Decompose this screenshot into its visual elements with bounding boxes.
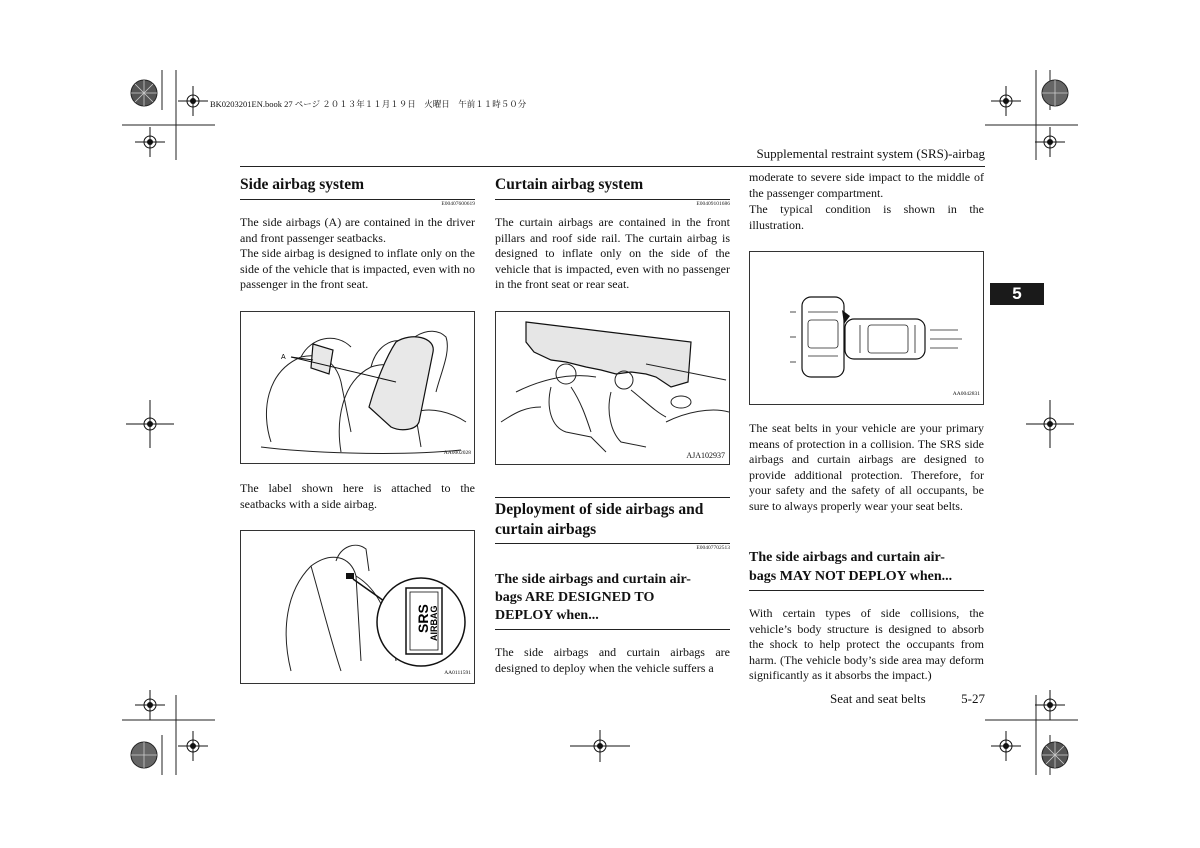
title-rule — [495, 199, 730, 200]
paragraph: The seat belts in your vehicle are your primary means of protection in a collision. The SRS side airbags and curtain airbags are designed to provide additional protection. Therefore, for your safety and the safety of all occupants, be sure to always properly wear your seat belts. — [749, 421, 984, 513]
subsection-title-line3: DEPLOY when... — [495, 608, 599, 623]
figure-side-airbag-seats — [240, 311, 475, 464]
doc-code: E00407600619 — [441, 201, 475, 207]
chapter-tab: 5 — [990, 283, 1044, 305]
curtain-airbag-illustration — [496, 312, 729, 464]
label-airbag: AIRBAG — [429, 605, 439, 641]
header-rule — [240, 166, 985, 167]
paragraph: With certain types of side collisions, the vehicle’s body structure is designed to absorb the shock to help protect the occupants from harm. (The vehicle body’s side area may deform significantly as it absorbs the impact.) — [749, 606, 984, 683]
subsection-title-line2: bags ARE DESIGNED TO — [495, 590, 655, 605]
figure-code: AA0002028 — [443, 450, 471, 456]
figure-code: AA0042831 — [952, 391, 980, 397]
doc-code: E00407702513 — [696, 545, 730, 551]
doc-code: E00409101686 — [696, 201, 730, 207]
label-srs: SRS — [415, 604, 431, 633]
title-rule — [240, 199, 475, 200]
figure-curtain-airbag — [495, 311, 730, 465]
seatback-label-illustration — [241, 531, 474, 683]
section-title-deployment-line2: curtain airbags — [495, 521, 597, 538]
paragraph: The label shown here is attached to the seatbacks with a side airbag. — [240, 481, 475, 511]
paragraph: The curtain airbags are contained in the front pillars and roof side rail. The curtain airbag is designed to inflate only on the side of the vehicle that is impacted, even with no passenger in the front seat or rear seat. — [495, 215, 730, 292]
figure-code: AJA102937 — [686, 451, 725, 460]
callout-a: A — [281, 354, 286, 361]
figure-side-impact — [749, 251, 984, 405]
paragraph: The side airbag is designed to inflate only on the side of the vehicle that is impacted, even with no passenger in the front seat. — [240, 246, 475, 292]
section-title-curtain-airbag: Curtain airbag system — [495, 176, 644, 193]
subsection-title-line1: The side airbags and curtain air- — [749, 550, 945, 565]
figure-code: AA0111591 — [444, 670, 471, 676]
section-top-rule — [495, 497, 730, 498]
side-impact-illustration — [750, 252, 983, 404]
paragraph: The typical condition is shown in the illustration. — [749, 202, 984, 232]
section-title-side-airbag: Side airbag system — [240, 176, 364, 193]
subsection-title-line2: bags MAY NOT DEPLOY when... — [749, 569, 953, 584]
running-header: Supplemental restraint system (SRS)-airbag — [756, 146, 985, 161]
page-number: 5-27 — [961, 691, 985, 706]
print-header: BK0203201EN.book 27 ページ ２０１３年１１月１９日 火曜日 午前１１時５０分 — [210, 99, 527, 109]
seat-illustration — [241, 312, 474, 463]
section-title-deployment-line1: Deployment of side airbags and — [495, 501, 704, 518]
figure-srs-label — [240, 530, 475, 684]
footer-section: Seat and seat belts — [830, 691, 926, 706]
subsection-title-line1: The side airbags and curtain air- — [495, 572, 691, 587]
paragraph: The side airbags and curtain airbags are designed to deploy when the vehicle suffers a — [495, 645, 730, 675]
title-rule — [495, 543, 730, 544]
subtitle-rule — [749, 590, 984, 591]
paragraph: The side airbags (A) are contained in the driver and front passenger seatbacks. — [240, 215, 475, 245]
subtitle-rule — [495, 629, 730, 630]
paragraph: moderate to severe side impact to the middle of the passenger compartment. — [749, 170, 984, 200]
